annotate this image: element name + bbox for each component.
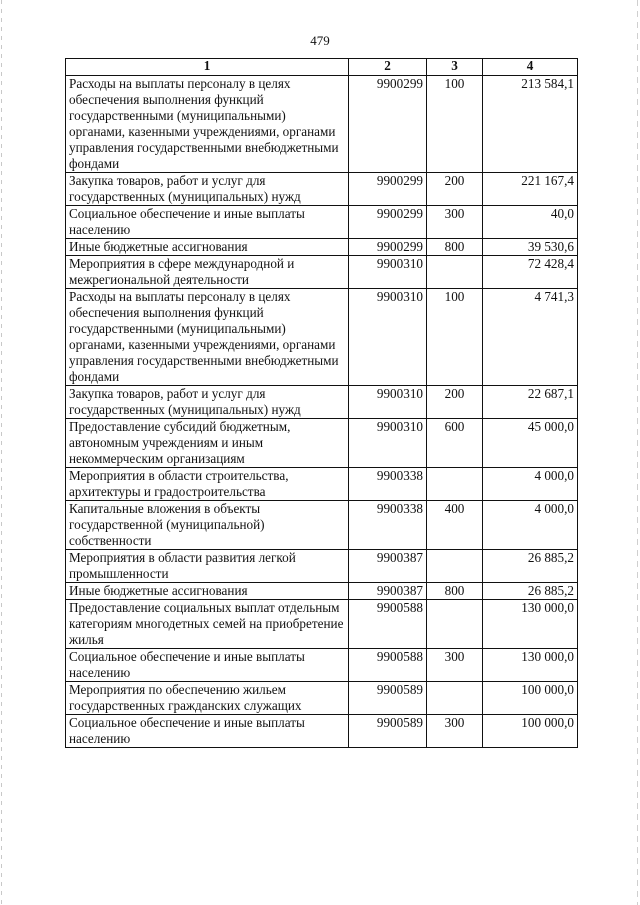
row-amount-cell: 4 000,0 xyxy=(483,468,578,501)
row-expense-type-cell: 100 xyxy=(427,289,483,386)
row-code-cell: 9900588 xyxy=(349,600,427,649)
row-code-cell: 9900588 xyxy=(349,649,427,682)
table-row xyxy=(66,76,578,173)
table-row xyxy=(66,173,578,206)
row-expense-type-cell: 100 xyxy=(427,76,483,173)
row-name-cell: Социальное обеспечение и иные выплаты населению xyxy=(66,715,349,748)
row-amount-cell: 100 000,0 xyxy=(483,715,578,748)
row-name-cell: Капитальные вложения в объекты государственной (муниципальной) собственности xyxy=(66,501,349,550)
row-expense-type-cell: 400 xyxy=(427,501,483,550)
row-code-cell: 9900338 xyxy=(349,501,427,550)
table-row xyxy=(66,715,578,748)
row-amount-cell: 26 885,2 xyxy=(483,550,578,583)
table-row xyxy=(66,386,578,419)
row-amount-cell: 39 530,6 xyxy=(483,239,578,256)
row-name-cell: Предоставление субсидий бюджетным, автономным учреждениям и иным некоммерческим организациям xyxy=(66,419,349,468)
table-body xyxy=(66,76,578,748)
table-row xyxy=(66,419,578,468)
row-amount-cell: 213 584,1 xyxy=(483,76,578,173)
row-amount-cell: 72 428,4 xyxy=(483,256,578,289)
table-row xyxy=(66,256,578,289)
column-header-expense-type: 3 xyxy=(427,59,483,76)
row-code-cell: 9900589 xyxy=(349,715,427,748)
row-amount-cell: 4 741,3 xyxy=(483,289,578,386)
row-code-cell: 9900310 xyxy=(349,289,427,386)
row-expense-type-cell: 200 xyxy=(427,173,483,206)
row-expense-type-cell xyxy=(427,600,483,649)
row-amount-cell: 100 000,0 xyxy=(483,682,578,715)
row-name-cell: Мероприятия в сфере международной и межрегиональной деятельности xyxy=(66,256,349,289)
table-row xyxy=(66,289,578,386)
table-header-row xyxy=(66,59,578,76)
row-expense-type-cell: 200 xyxy=(427,386,483,419)
row-name-cell: Социальное обеспечение и иные выплаты населению xyxy=(66,649,349,682)
table-row xyxy=(66,501,578,550)
row-amount-cell: 221 167,4 xyxy=(483,173,578,206)
table-row xyxy=(66,682,578,715)
column-header-amount: 4 xyxy=(483,59,578,76)
row-code-cell: 9900589 xyxy=(349,682,427,715)
row-name-cell: Предоставление социальных выплат отдельным категориям многодетных семей на приобретение жилья xyxy=(66,600,349,649)
row-amount-cell: 130 000,0 xyxy=(483,600,578,649)
row-name-cell: Расходы на выплаты персоналу в целях обеспечения выполнения функций государственными (муниципальными) органами, казенными учреждениями, органами управления государственными внебюджетными фондами xyxy=(66,76,349,173)
row-name-cell: Расходы на выплаты персоналу в целях обеспечения выполнения функций государственными (муниципальными) органами, казенными учреждениями, органами управления государственными внебюджетными фондами xyxy=(66,289,349,386)
column-header-name: 1 xyxy=(66,59,349,76)
row-code-cell: 9900310 xyxy=(349,386,427,419)
row-name-cell: Закупка товаров, работ и услуг для государственных (муниципальных) нужд xyxy=(66,173,349,206)
row-code-cell: 9900387 xyxy=(349,583,427,600)
row-expense-type-cell xyxy=(427,468,483,501)
row-expense-type-cell: 300 xyxy=(427,649,483,682)
row-amount-cell: 26 885,2 xyxy=(483,583,578,600)
column-header-code: 2 xyxy=(349,59,427,76)
row-expense-type-cell: 800 xyxy=(427,583,483,600)
row-expense-type-cell xyxy=(427,682,483,715)
row-expense-type-cell xyxy=(427,256,483,289)
table-row xyxy=(66,239,578,256)
row-amount-cell: 4 000,0 xyxy=(483,501,578,550)
table-row xyxy=(66,206,578,239)
row-name-cell: Социальное обеспечение и иные выплаты населению xyxy=(66,206,349,239)
row-name-cell: Закупка товаров, работ и услуг для государственных (муниципальных) нужд xyxy=(66,386,349,419)
row-code-cell: 9900299 xyxy=(349,206,427,239)
row-name-cell: Иные бюджетные ассигнования xyxy=(66,583,349,600)
row-code-cell: 9900338 xyxy=(349,468,427,501)
row-amount-cell: 40,0 xyxy=(483,206,578,239)
table-row xyxy=(66,550,578,583)
row-amount-cell: 45 000,0 xyxy=(483,419,578,468)
scan-edge-right xyxy=(637,0,638,905)
table-row xyxy=(66,649,578,682)
table-row xyxy=(66,600,578,649)
row-code-cell: 9900299 xyxy=(349,76,427,173)
row-code-cell: 9900387 xyxy=(349,550,427,583)
table-row xyxy=(66,583,578,600)
row-expense-type-cell: 300 xyxy=(427,206,483,239)
row-name-cell: Мероприятия в области развития легкой промышленности xyxy=(66,550,349,583)
row-expense-type-cell xyxy=(427,550,483,583)
row-code-cell: 9900310 xyxy=(349,419,427,468)
page-number: 479 xyxy=(310,33,330,48)
budget-table xyxy=(65,58,578,748)
row-code-cell: 9900299 xyxy=(349,173,427,206)
row-name-cell: Иные бюджетные ассигнования xyxy=(66,239,349,256)
row-expense-type-cell: 800 xyxy=(427,239,483,256)
table-row xyxy=(66,468,578,501)
row-expense-type-cell: 300 xyxy=(427,715,483,748)
row-amount-cell: 130 000,0 xyxy=(483,649,578,682)
row-expense-type-cell: 600 xyxy=(427,419,483,468)
row-code-cell: 9900299 xyxy=(349,239,427,256)
scan-edge-left xyxy=(1,0,2,905)
row-name-cell: Мероприятия по обеспечению жильем государственных гражданских служащих xyxy=(66,682,349,715)
row-code-cell: 9900310 xyxy=(349,256,427,289)
row-amount-cell: 22 687,1 xyxy=(483,386,578,419)
row-name-cell: Мероприятия в области строительства, архитектуры и градостроительства xyxy=(66,468,349,501)
